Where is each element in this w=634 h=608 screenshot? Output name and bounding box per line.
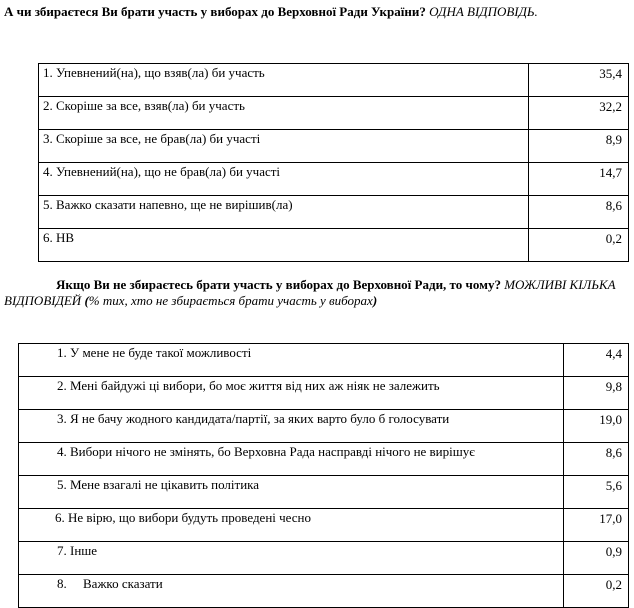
reason-value: 19,0: [564, 410, 629, 443]
reason-label: 8. Важко сказати: [19, 575, 564, 608]
answer-label: 6. НВ: [39, 229, 529, 262]
reason-label: 7. Інше: [19, 542, 564, 575]
answer-label: 4. Упевнений(на), що не брав(ла) би участі: [39, 163, 529, 196]
reason-value: 4,4: [564, 344, 629, 377]
question-1: [4, 4, 632, 20]
reason-label: 3. Я не бачу жодного кандидата/партії, за яких варто було б голосувати: [19, 410, 564, 443]
reason-label: 2. Мені байдужі ці вибори, бо моє життя від них аж ніяк не залежить: [19, 377, 564, 410]
reason-value: 5,6: [564, 476, 629, 509]
reason-label: 1. У мене не буде такої можливості: [19, 344, 564, 377]
table-row: [19, 542, 629, 575]
answer-value: 32,2: [529, 97, 629, 130]
reason-label: 4. Вибори нічого не змінять, бо Верховна Рада насправді нічого не вирішує: [19, 443, 564, 476]
reason-value: 0,2: [564, 575, 629, 608]
question-2-note: МОЖЛИВІ КІЛЬКА ВІДПОВІДЕЙ: [4, 277, 616, 308]
answer-value: 35,4: [529, 64, 629, 97]
answer-label: 3. Скоріше за все, не брав(ла) би участі: [39, 130, 529, 163]
answers-table-2: [18, 343, 629, 608]
table-row: [39, 196, 629, 229]
reason-label: 6. Не вірю, що вибори будуть проведені чесно: [19, 509, 564, 542]
reason-value: 17,0: [564, 509, 629, 542]
table-row: [19, 575, 629, 608]
table-row: [19, 509, 629, 542]
answer-value: 8,9: [529, 130, 629, 163]
table-row: [39, 130, 629, 163]
table-row: [39, 97, 629, 130]
table-row: [19, 476, 629, 509]
table-row: [39, 163, 629, 196]
question-1-text: А чи збираєтеся Ви брати участь у виборах до Верховної Ради України?: [4, 4, 426, 19]
table-row: [39, 64, 629, 97]
table-row: [19, 410, 629, 443]
reason-value: 9,8: [564, 377, 629, 410]
answer-value: 14,7: [529, 163, 629, 196]
question-2: [4, 277, 630, 309]
question-2-sub-close: ): [372, 293, 378, 308]
answer-value: 0,2: [529, 229, 629, 262]
answer-value: 8,6: [529, 196, 629, 229]
table-row: [39, 229, 629, 262]
reason-value: 0,9: [564, 542, 629, 575]
question-2-sub-open: (: [84, 293, 89, 308]
reason-label: 5. Мене взагалі не цікавить політика: [19, 476, 564, 509]
table-row: [19, 377, 629, 410]
question-2-sub-text: % тих, хто не збирається брати участь у виборах: [88, 293, 373, 308]
question-2-text: Якщо Ви не збираєтесь брати участь у виборах до Верховної Ради, то чому?: [56, 277, 501, 292]
answer-label: 5. Важко сказати напевно, ще не вирішив(ла): [39, 196, 529, 229]
table-row: [19, 443, 629, 476]
reason-value: 8,6: [564, 443, 629, 476]
answer-label: 1. Упевнений(на), що взяв(ла) би участь: [39, 64, 529, 97]
answers-table-1: [38, 63, 629, 262]
question-1-note: ОДНА ВІДПОВІДЬ.: [429, 4, 538, 19]
table-row: [19, 344, 629, 377]
answer-label: 2. Скоріше за все, взяв(ла) би участь: [39, 97, 529, 130]
